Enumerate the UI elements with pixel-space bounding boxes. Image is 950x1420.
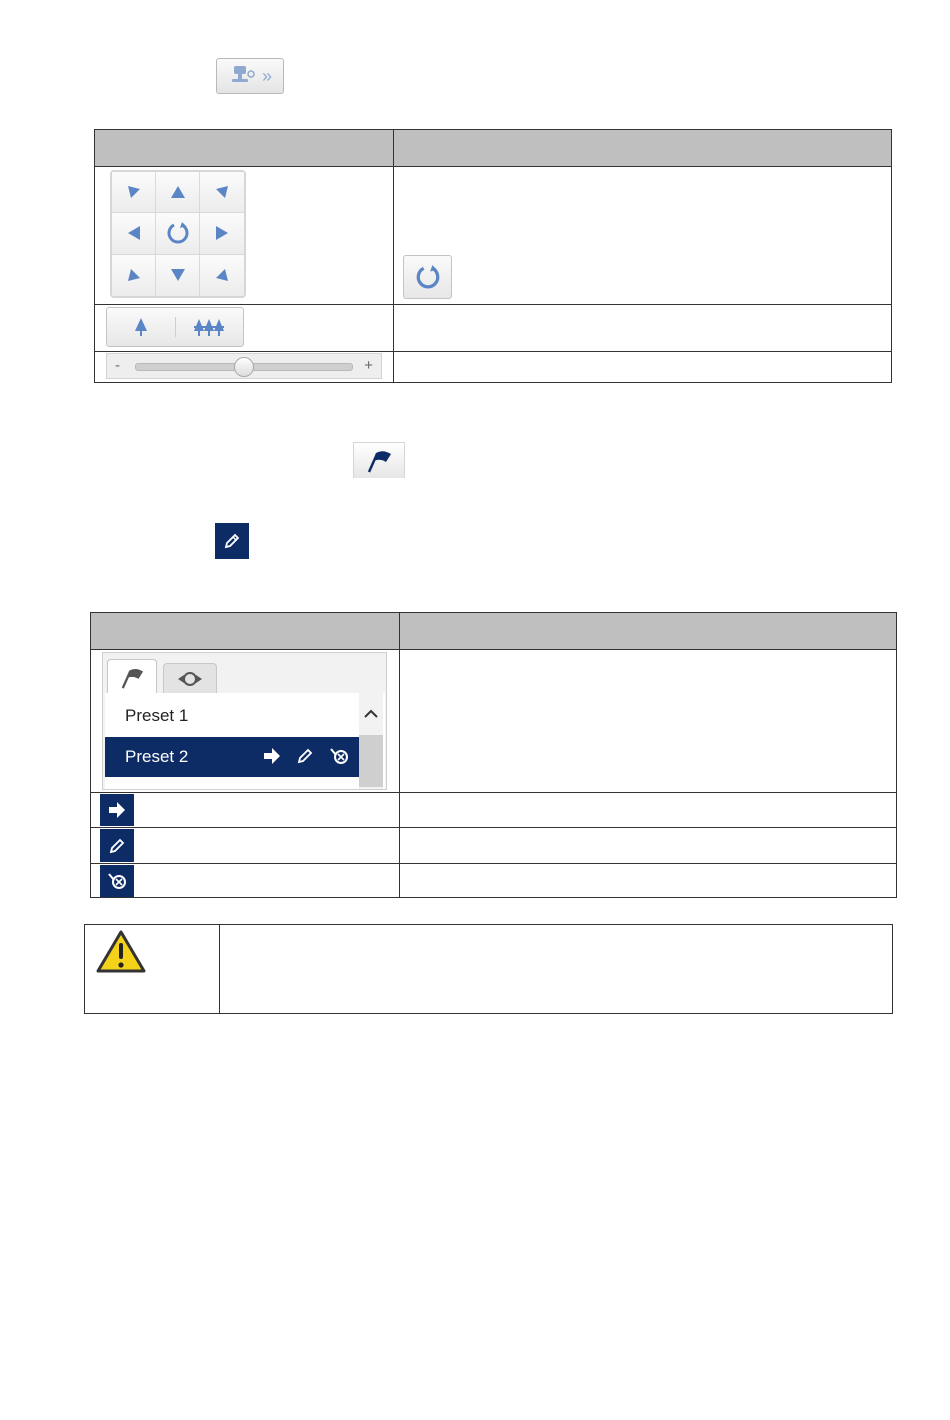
patrol-cycle-icon xyxy=(176,670,204,688)
preset-table-header-description xyxy=(400,613,897,650)
preset-flag-icon xyxy=(365,448,393,474)
preset-panel-description xyxy=(400,650,897,793)
go-to-row-name xyxy=(91,793,400,828)
arrow-left-icon xyxy=(128,226,140,240)
pan-down-right-button[interactable] xyxy=(200,255,244,296)
tab-patrol[interactable] xyxy=(163,663,217,693)
preset-item-selected[interactable] xyxy=(105,737,360,777)
pan-up-right-button[interactable] xyxy=(200,172,244,213)
arrow-up-icon xyxy=(171,186,185,198)
warning-icon xyxy=(95,929,147,975)
pencil-icon xyxy=(223,532,241,550)
preset-list xyxy=(105,693,385,789)
arrow-down-icon xyxy=(171,269,185,281)
go-to-preset-icon[interactable] xyxy=(262,747,282,765)
arrow-down-left-icon xyxy=(127,268,141,282)
edit-button[interactable] xyxy=(215,523,249,559)
pan-right-button[interactable] xyxy=(200,213,244,254)
tab-presets[interactable] xyxy=(107,659,157,695)
scrollbar-thumb[interactable] xyxy=(359,735,383,787)
zoom-minus-label: - xyxy=(115,357,120,374)
preset-tab-button[interactable] xyxy=(353,442,405,478)
arrow-up-left-icon xyxy=(127,185,141,199)
zoom-plus-label: + xyxy=(364,357,373,374)
arrow-right-icon xyxy=(216,226,228,240)
single-tree-icon xyxy=(134,317,148,337)
ptz-table-header-description xyxy=(394,130,892,167)
delete-preset-button[interactable] xyxy=(100,865,134,897)
delete-row-name xyxy=(91,864,400,898)
chevron-up-icon xyxy=(359,703,383,723)
pan-down-left-button[interactable] xyxy=(112,255,156,296)
tilt-down-button[interactable] xyxy=(156,255,200,296)
focus-button-group xyxy=(106,307,244,347)
delete-row-description xyxy=(400,864,897,898)
preset-flag-icon xyxy=(119,666,145,690)
edit-icon[interactable] xyxy=(296,747,314,765)
focus-near-button[interactable] xyxy=(107,317,176,337)
warning-note-box xyxy=(84,924,893,1014)
rotate-icon xyxy=(166,221,190,245)
auto-rotate-button[interactable] xyxy=(156,213,200,254)
preset-list-scrollbar[interactable] xyxy=(359,693,383,789)
preset-panel xyxy=(102,652,387,790)
preset-table-header-control xyxy=(91,613,400,650)
ptz-table-header-control xyxy=(95,130,394,167)
edit-icon xyxy=(108,837,126,855)
go-to-preset-icon xyxy=(107,801,127,819)
arrow-down-right-icon xyxy=(215,268,229,282)
preset-name: Preset 2 xyxy=(125,747,189,766)
edit-preset-button[interactable] xyxy=(100,829,134,862)
focus-description xyxy=(394,305,892,352)
reset-button[interactable] xyxy=(403,255,452,299)
go-to-row-description xyxy=(400,793,897,828)
go-to-preset-button[interactable] xyxy=(100,794,134,826)
multiple-trees-icon xyxy=(194,317,224,337)
zoom-slider[interactable] xyxy=(106,353,382,379)
preset-name: Preset 1 xyxy=(125,706,189,725)
zoom-slider-handle[interactable] xyxy=(234,357,254,377)
edit-row-description xyxy=(400,828,897,864)
pan-up-left-button[interactable] xyxy=(112,172,156,213)
delete-icon[interactable] xyxy=(328,747,350,765)
ptz-panel-toggle-button[interactable] xyxy=(216,58,284,94)
ptz-direction-pad xyxy=(110,170,246,298)
delete-icon xyxy=(106,872,128,890)
warning-divider xyxy=(219,925,220,1013)
zoom-description xyxy=(394,352,892,383)
expand-chevron: » xyxy=(261,65,272,86)
preset-item[interactable] xyxy=(105,696,360,736)
ptz-pad-description xyxy=(394,167,892,305)
edit-row-name xyxy=(91,828,400,864)
focus-far-button[interactable] xyxy=(176,317,244,337)
reset-icon xyxy=(415,264,441,290)
ptz-camera-icon xyxy=(228,63,256,90)
tilt-up-button[interactable] xyxy=(156,172,200,213)
pan-left-button[interactable] xyxy=(112,213,156,254)
preset-row-actions xyxy=(262,747,350,765)
arrow-up-right-icon xyxy=(215,185,229,199)
